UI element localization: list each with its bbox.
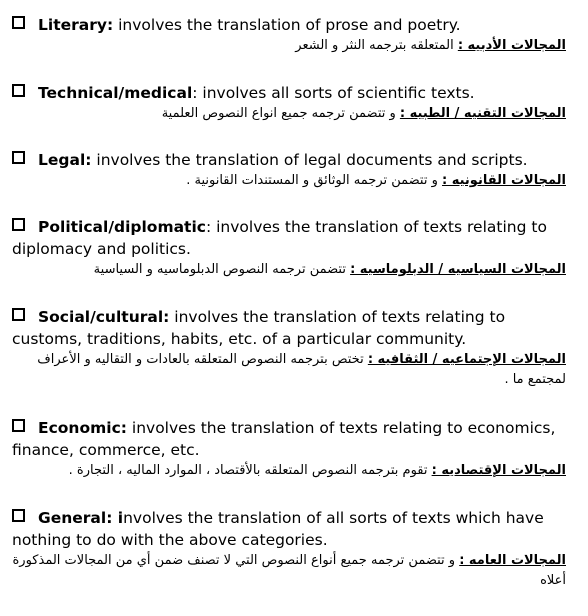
category-general [10, 507, 570, 591]
category-term: Social/cultural: [38, 308, 170, 326]
category-term: Political/diplomatic [38, 218, 206, 236]
arabic-line [10, 461, 570, 481]
arabic-line [10, 260, 570, 280]
english-line [10, 216, 570, 260]
arabic-description: تتضمن ترجمه النصوص الدبلوماسيه و السياسية [93, 262, 351, 277]
arabic-term: المجالات الإجتماعيه / الثقافيه : [367, 352, 566, 367]
english-line [10, 306, 570, 350]
arabic-description: تقوم بترجمه النصوص المتعلقه بالأقتصاد ، الموارد الماليه ، التجارة . [68, 463, 432, 478]
checkbox-bullet-icon [12, 509, 25, 522]
english-line [10, 417, 570, 461]
arabic-term: المجالات السياسيه / الدبلوماسيه : [350, 262, 566, 277]
arabic-term: المجالات الأدبيه : [457, 38, 566, 53]
category-description: involves the translation of texts relating to economics, finance, commerce, etc. [12, 419, 556, 459]
checkbox-bullet-icon [12, 218, 25, 231]
arabic-description: المتعلقه بترجمه النثر و الشعر [295, 38, 458, 53]
arabic-line [10, 171, 570, 191]
arabic-description: و تتضمن ترجمه جميع أنواع النصوص التي لا تصنف ضمن أي من المجالات المذكورة أعلاه [12, 553, 566, 588]
checkbox-bullet-icon [12, 419, 25, 432]
arabic-line [10, 350, 570, 390]
checkbox-bullet-icon [12, 151, 25, 164]
category-legal [10, 149, 570, 191]
english-line [10, 507, 570, 551]
category-description: : involves all sorts of scientific texts. [192, 84, 475, 102]
category-political-diplomatic [10, 216, 570, 280]
english-line [10, 149, 570, 171]
english-line [10, 82, 570, 104]
category-description: : involves the translation of texts relating to diplomacy and politics. [12, 218, 547, 258]
arabic-term: المجالات العامه : [459, 553, 566, 568]
category-description: involves the translation of prose and poetry. [113, 16, 461, 34]
arabic-line [10, 551, 570, 591]
english-line [10, 14, 570, 36]
category-description: involves the translation of texts relating to customs, traditions, habits, etc. of a particular community. [12, 308, 506, 348]
checkbox-bullet-icon [12, 84, 25, 97]
category-social-cultural [10, 306, 570, 390]
arabic-term: المجالات القانونيه : [442, 173, 566, 188]
category-term: Technical/medical [38, 84, 193, 102]
arabic-description: و تتضمن ترجمه الوثائق و المستندات القانونية . [186, 173, 443, 188]
arabic-term: المجالات الإقتصاديه : [431, 463, 566, 478]
category-term: General: i [38, 509, 124, 527]
category-technical-medical [10, 82, 570, 124]
checkbox-bullet-icon [12, 16, 25, 29]
category-term: Legal: [38, 151, 92, 169]
category-description: nvolves the translation of all sorts of texts which have nothing to do with the above categories. [12, 509, 544, 549]
category-term: Economic: [38, 419, 127, 437]
category-economic [10, 417, 570, 481]
arabic-description: و تتضمن ترجمه جميع انواع النصوص العلمية [161, 106, 400, 121]
category-description: involves the translation of legal documents and scripts. [91, 151, 528, 169]
checkbox-bullet-icon [12, 308, 25, 321]
arabic-term: المجالات التقنيه / الطبيه : [399, 106, 566, 121]
category-term: Literary: [38, 16, 114, 34]
arabic-line [10, 104, 570, 124]
arabic-line [10, 36, 570, 56]
category-literary [10, 14, 570, 56]
arabic-description: تختص بترجمه النصوص المتعلقه بالعادات و التقاليه و الأعراف لمجتمع ما . [37, 352, 566, 387]
